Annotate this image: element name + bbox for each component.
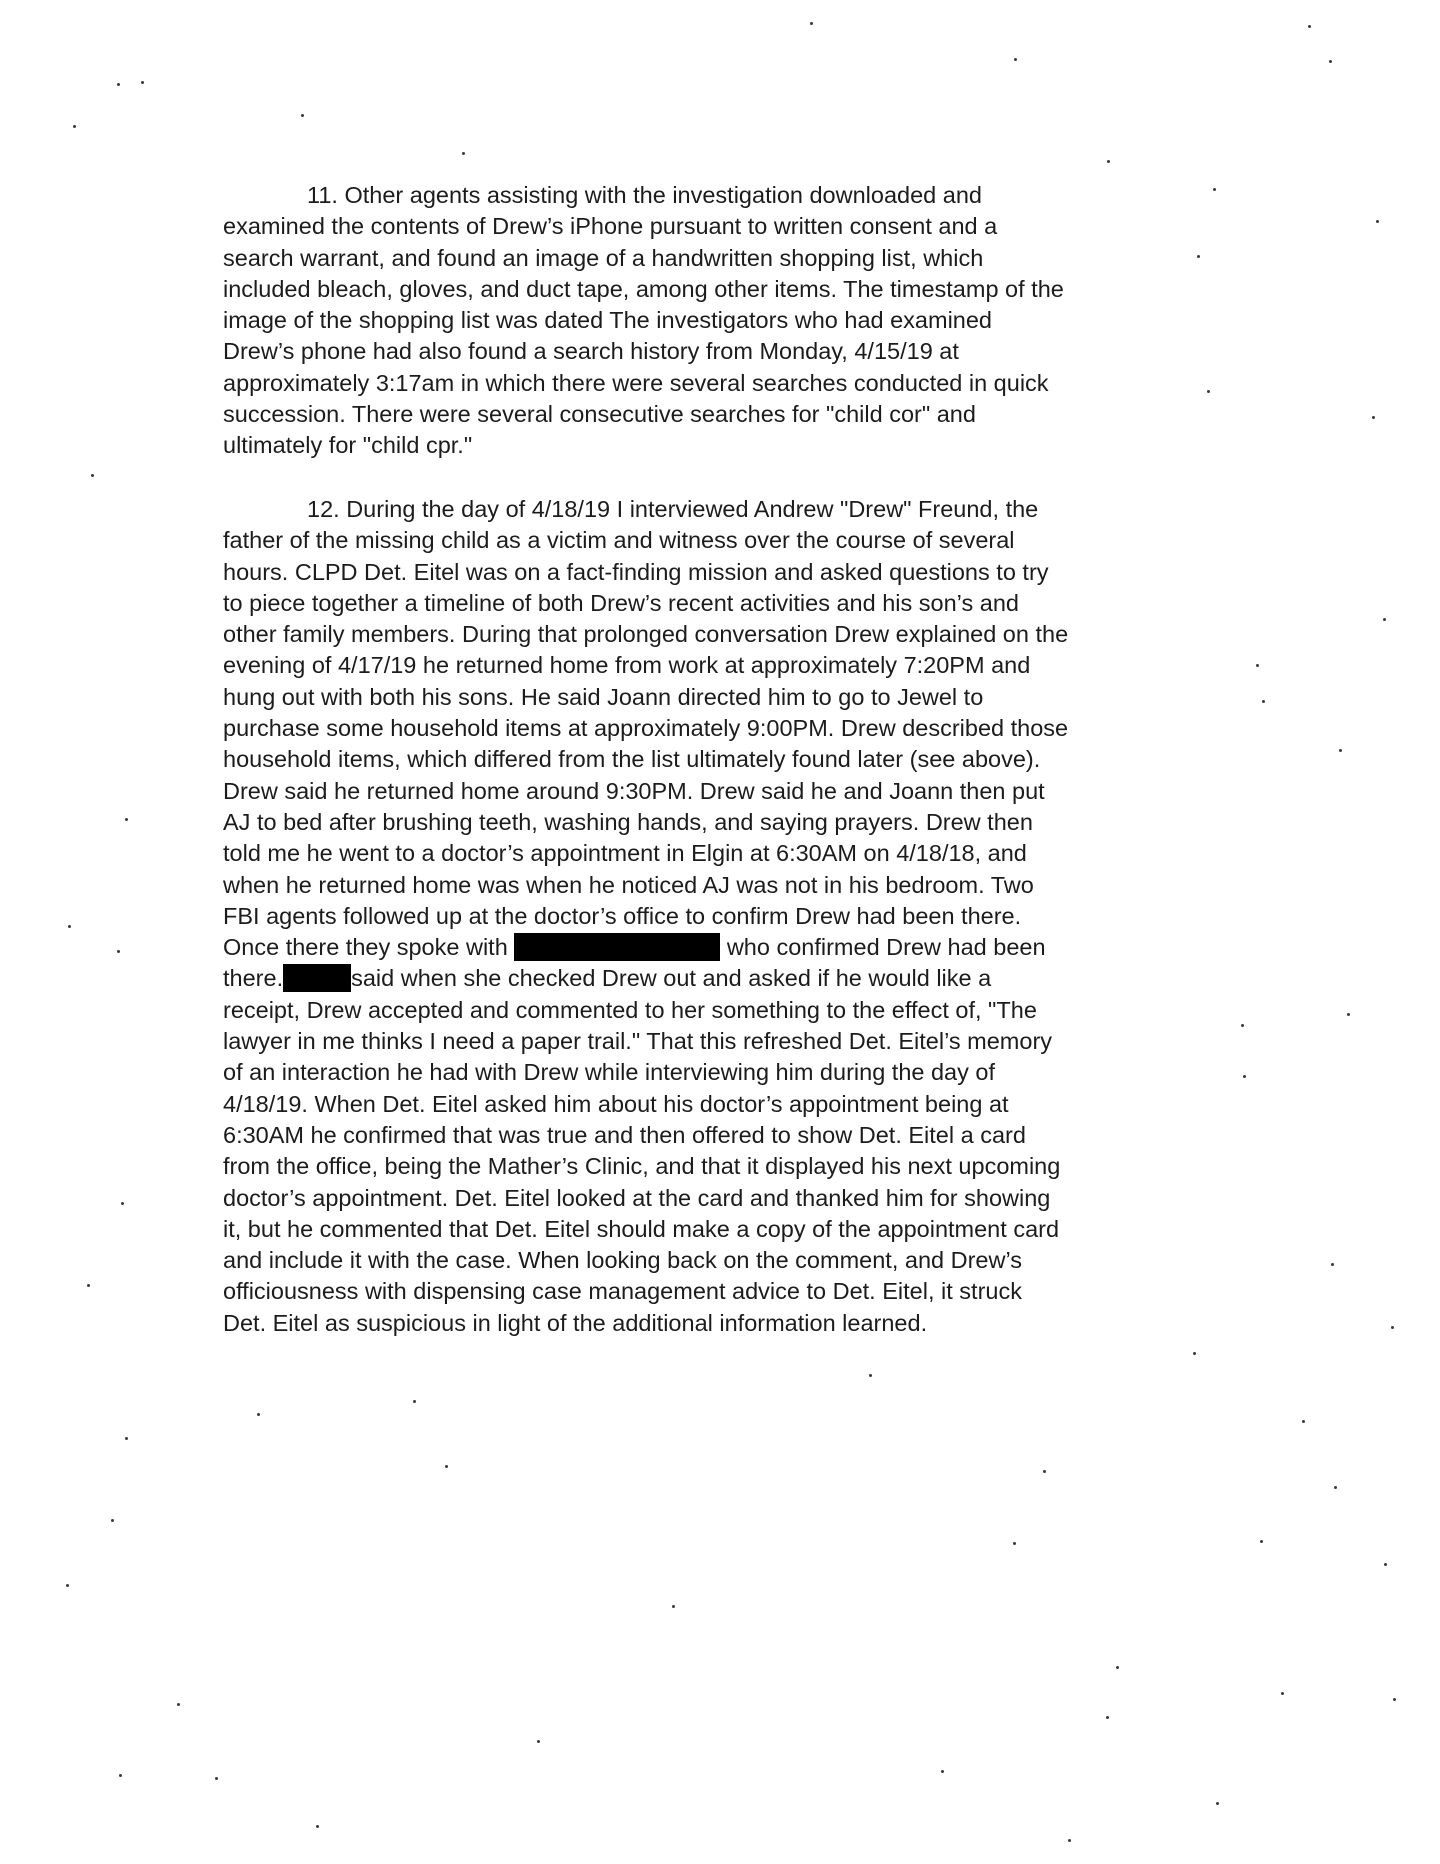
line-text: who confirmed Drew had been: [726, 934, 1046, 961]
scan-speck: [1243, 1075, 1246, 1078]
scan-speck: [316, 1825, 319, 1828]
paragraph-line: included bleach, gloves, and duct tape, among other items. The timestamp of the: [223, 275, 1064, 302]
paragraph-line: receipt, Drew accepted and commented to her something to the effect of, "The: [223, 996, 1037, 1023]
paragraph-line: to piece together a timeline of both Drew’s recent activities and his son’s and: [223, 589, 1019, 616]
scan-speck: [1013, 1542, 1016, 1545]
paragraph-line: lawyer in me thinks I need a paper trail." That this refreshed Det. Eitel’s memory: [223, 1028, 1053, 1055]
scan-speck: [68, 925, 71, 928]
paragraph-line: image of the shopping list was dated The investigators who had examined: [223, 307, 993, 334]
paragraph-12: [223, 494, 1223, 1339]
scan-speck: [1376, 220, 1379, 223]
scan-speck: [117, 83, 120, 86]
paragraph-line: Det. Eitel as suspicious in light of the additional information learned.: [223, 1309, 928, 1336]
scan-speck: [1106, 1716, 1109, 1719]
scan-speck: [111, 1519, 114, 1522]
scan-speck: [941, 1770, 944, 1773]
scan-speck: [1334, 1486, 1337, 1489]
scan-speck: [1383, 618, 1386, 621]
scan-speck: [177, 1703, 180, 1706]
scan-speck: [1116, 1666, 1119, 1669]
scan-speck: [1256, 664, 1259, 667]
scan-speck: [1281, 1692, 1284, 1695]
paragraph-line: when he returned home was when he noticed AJ was not in his bedroom. Two: [223, 871, 1034, 898]
paragraph-line: of an interaction he had with Drew while interviewing him during the day of: [223, 1059, 996, 1086]
scan-speck: [117, 950, 120, 953]
scan-speck: [257, 1413, 260, 1416]
paragraph-line: purchase some household items at approximately 9:00PM. Drew described those: [223, 715, 1069, 742]
scan-speck: [672, 1605, 675, 1608]
scan-speck: [1339, 749, 1342, 752]
scan-speck: [810, 22, 813, 25]
scan-speck: [121, 1202, 124, 1205]
paragraph-line: Drew said he returned home around 9:30PM. Drew said he and Joann then put: [223, 777, 1045, 804]
scan-speck: [869, 1374, 872, 1377]
redaction-block: [283, 964, 351, 992]
redaction-block: [514, 933, 720, 961]
paragraph-line: it, but he commented that Det. Eitel should make a copy of the appointment card: [223, 1215, 1060, 1242]
scan-speck: [87, 1284, 90, 1287]
scan-speck: [1302, 1420, 1305, 1423]
scan-speck: [1262, 700, 1265, 703]
scan-speck: [1372, 416, 1375, 419]
paragraph-line: FBI agents followed up at the doctor’s office to confirm Drew had been there.: [223, 902, 1022, 929]
paragraph-line: doctor’s appointment. Det. Eitel looked at the card and thanked him for showing: [223, 1184, 1051, 1211]
paragraph-line: hours. CLPD Det. Eitel was on a fact-finding mission and asked questions to try: [223, 558, 1049, 585]
paragraph-line: succession. There were several consecutive searches for "child cor" and: [223, 401, 976, 428]
paragraph-line: 12. During the day of 4/18/19 I interviewed Andrew "Drew" Freund, the: [307, 496, 1039, 522]
paragraph-line-with-redaction: [223, 963, 1223, 994]
paragraph-line: Drew’s phone had also found a search history from Monday, 4/15/19 at: [223, 338, 959, 365]
paragraph-line: officiousness with dispensing case management advice to Det. Eitel, it struck: [223, 1278, 1022, 1305]
scan-speck: [1329, 60, 1332, 63]
scan-speck: [1308, 25, 1311, 28]
paragraph-line: other family members. During that prolonged conversation Drew explained on the: [223, 621, 1069, 648]
paragraph-line: 4/18/19. When Det. Eitel asked him about his doctor’s appointment being at: [223, 1090, 1009, 1117]
scan-speck: [1347, 1013, 1350, 1016]
paragraph-line: approximately 3:17am in which there were several searches conducted in quick: [223, 369, 1049, 396]
scan-speck: [73, 125, 76, 128]
scan-speck: [1014, 58, 1017, 61]
scan-speck: [537, 1740, 540, 1743]
scan-speck: [413, 1400, 416, 1403]
paragraph-line: 6:30AM he confirmed that was true and then offered to show Det. Eitel a card: [223, 1121, 1026, 1148]
paragraph-line: examined the contents of Drew’s iPhone pursuant to written consent and a: [223, 213, 998, 240]
paragraph-line: father of the missing child as a victim and witness over the course of several: [223, 527, 1015, 554]
paragraph-line: from the office, being the Mather’s Clinic, and that it displayed his next upcoming: [223, 1153, 1061, 1180]
paragraph-line: household items, which differed from the list ultimately found later (see above).: [223, 746, 1041, 773]
scan-speck: [1043, 1470, 1046, 1473]
scan-speck: [1241, 1024, 1244, 1027]
paragraph-line: 11. Other agents assisting with the investigation downloaded and: [307, 182, 982, 208]
scan-speck: [1393, 1698, 1396, 1701]
paragraph-line: search warrant, and found an image of a handwritten shopping list, which: [223, 244, 984, 271]
scan-speck: [125, 1437, 128, 1440]
paragraph-line: told me he went to a doctor’s appointment in Elgin at 6:30AM on 4/18/18, and: [223, 840, 1027, 867]
paragraph-line: hung out with both his sons. He said Joann directed him to go to Jewel to: [223, 683, 984, 710]
scan-speck: [66, 1584, 69, 1587]
scan-speck: [91, 474, 94, 477]
line-text: Once there they spoke with: [223, 934, 508, 961]
scan-speck: [141, 81, 144, 84]
scan-speck: [1331, 1263, 1334, 1266]
scan-speck: [1260, 1540, 1263, 1543]
paragraph-line: ultimately for "child cpr.": [223, 432, 473, 459]
scan-speck: [119, 1774, 122, 1777]
paragraph-line: evening of 4/17/19 he returned home from work at approximately 7:20PM and: [223, 652, 1031, 679]
scan-speck: [445, 1465, 448, 1468]
line-text: there.: [223, 965, 284, 992]
scan-speck: [1216, 1802, 1219, 1805]
scan-speck: [301, 114, 304, 117]
line-text: said when she checked Drew out and asked if he would like a: [351, 965, 992, 992]
scan-speck: [1068, 1839, 1071, 1842]
paragraph-line-with-redaction: [223, 932, 1223, 963]
scan-speck: [1193, 1352, 1196, 1355]
scan-speck: [215, 1777, 218, 1780]
scan-speck: [1107, 160, 1110, 163]
scan-speck: [1391, 1326, 1394, 1329]
scan-speck: [125, 818, 128, 821]
scan-speck: [1384, 1563, 1387, 1566]
scan-speck: [462, 152, 465, 155]
paragraph-11: [223, 180, 1223, 462]
paragraph-line: AJ to bed after brushing teeth, washing hands, and saying prayers. Drew then: [223, 808, 1033, 835]
paragraph-line: and include it with the case. When looking back on the comment, and Drew’s: [223, 1247, 1022, 1274]
